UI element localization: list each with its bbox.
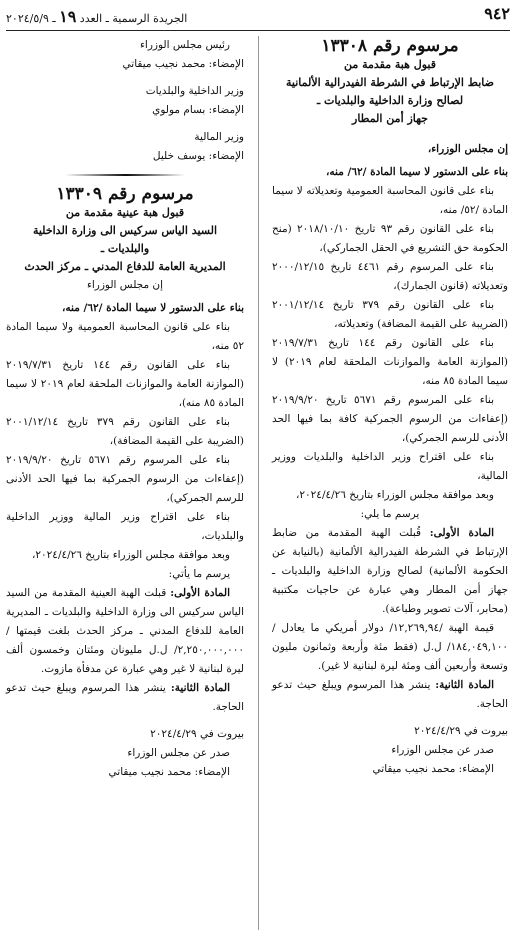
decree-subtitle-line: السيد الياس سركيس الى وزارة الداخلية <box>32 224 218 237</box>
article-label: المادة الأولى: <box>170 587 230 599</box>
article-text: ينشر هذا المرسوم ويبلغ حيث تدعو الحاجة. <box>272 679 508 710</box>
donation-value: قيمة الهبة /١٢,٢٦٩,٩٤/ دولار أمريكي ما يعادل /١٨٤,٠٤٩,١٠٠/ ل.ل (فقط مئة وأربعة وثمانون مليون وتسعة وأربعين ألف ومئة ليرة لبنانية لا غير). <box>272 622 508 672</box>
page-header <box>6 4 510 31</box>
signatory-signature: الإمضاء: يوسف خليل <box>152 150 244 162</box>
decrees-line: يرسم ما يلي: <box>360 508 420 520</box>
recital: بناء على القانون رقم ٩٣ تاريخ ٢٠١٨/١٠/١٠ (منح الحكومة حق التشريع في الحقل الجماركي)، <box>272 223 508 254</box>
signature: الإمضاء: محمد نجيب ميقاتي <box>108 766 230 778</box>
recital: بناء على المرسوم رقم ٥٦٧١ تاريخ ٢٠١٩/٩/٢٠ (إعفاءات من الرسوم الجمركية بما فيها الحد الأدنى للرسم الجمركي)، <box>6 454 244 504</box>
article-label: المادة الأولى: <box>429 527 495 539</box>
council-heading: إن مجلس الوزراء، <box>427 143 508 155</box>
decree-subtitle-line: والبلديات ـ <box>100 242 150 255</box>
signatory-role: وزير الداخلية والبلديات <box>145 85 244 97</box>
article-2 <box>6 679 244 717</box>
previous-decree-signatures <box>6 36 244 166</box>
signatory-signature: الإمضاء: بسام مولوي <box>152 104 244 116</box>
issue-number: ١٩ <box>59 7 77 26</box>
recital: بناء على المرسوم رقم ٤٤٦١ تاريخ ٢٠٠٠/١٢/١٥ وتعديلاته (قانون الجمارك)، <box>272 261 508 292</box>
article-text: ينشر هذا المرسوم ويبلغ حيث تدعو الحاجة. <box>6 682 244 713</box>
decree-subtitle-line: لصالح وزارة الداخلية والبلديات ـ <box>316 94 464 107</box>
decrees-line: يرسم ما يأتي: <box>168 568 230 580</box>
recital: بناء على القانون رقم ١٤٤ تاريخ ٢٠١٩/٧/٣١ (الموازنة العامة والموازنات الملحقة لعام ٢٠١٩ لا سيما المادة ٨٥ منه)، <box>6 359 245 409</box>
recital: بناء على قانون المحاسبة العمومية وتعديلاته لا سيما المادة /٥٢/ منه، <box>272 185 508 216</box>
decree-subtitle-line: ضابط الإرتباط في الشرطة الفيدرالية الألمانية <box>286 76 494 89</box>
place-date: بيروت في ٢٠٢٤/٤/٢٩ <box>414 725 508 737</box>
signatory-role: وزير المالية <box>194 131 244 143</box>
publication-line <box>6 7 187 26</box>
publication-name: الجريدة الرسمية ـ العدد <box>79 12 188 25</box>
article-2 <box>272 676 508 714</box>
issued-by: صدر عن مجلس الوزراء <box>391 744 494 756</box>
recital: بناء على القانون رقم ١٤٤ تاريخ ٢٠١٩/٧/٣١ (الموازنة العامة والموازنات الملحقة لعام ٢٠١٩) لا سيما المادة ٨٥ منه، <box>272 337 508 387</box>
constitution-basis: بناء على الدستور لا سيما المادة /٦٢/ منه، <box>62 302 244 314</box>
issue-date: ـ ٢٠٢٤/٥/٩ <box>6 12 56 25</box>
article-label: المادة الثانية: <box>435 679 494 691</box>
article-label: المادة الثانية: <box>170 682 230 694</box>
page-number: ٩٤٢ <box>484 4 510 23</box>
approval-line: وبعد موافقة مجلس الوزراء بتاريخ ٢٠٢٤/٤/٢٦، <box>32 549 230 561</box>
decree-subtitle-line: قبول هبة عينية مقدمة من <box>65 206 185 219</box>
recital: بناء على اقتراح وزير المالية ووزير الداخلية والبلديات، <box>6 511 244 542</box>
place-date: بيروت في ٢٠٢٤/٤/٢٩ <box>150 728 244 740</box>
left-column <box>6 36 244 930</box>
council-heading: إن مجلس الوزراء <box>86 279 164 291</box>
article-text: قُبلت الهبة المقدمة من ضابط الإرتباط في الشرطة الفيدرالية الألمانية (بالنيابة عن الحكومة الألمانية) لصالح وزارة الداخلية والبلديات ـ جهاز أمن المطار وهي عبارة عن حاجيات مكتبية (محابر، آلات تصوير وطباعة). <box>272 527 508 615</box>
column-divider <box>258 36 259 930</box>
recital: بناء على اقتراح وزير الداخلية والبلديات ووزير المالية، <box>272 451 508 482</box>
decree-subtitle-line: قبول هبة مقدمة من <box>343 58 437 71</box>
recital: بناء على قانون المحاسبة العمومية ولا سيما المادة ٥٢ منه، <box>6 321 244 352</box>
decree-13309 <box>6 184 244 782</box>
decree-title: مرسوم رقم ١٣٣٠٩ <box>56 184 194 204</box>
recital: بناء على القانون رقم ٣٧٩ تاريخ ٢٠٠١/١٢/١٤ (الضريبة على القيمة المضافة) وتعديلاته، <box>272 299 508 330</box>
decree-title: مرسوم رقم ١٣٣٠٨ <box>321 36 459 56</box>
issued-by: صدر عن مجلس الوزراء <box>127 747 230 759</box>
article-text: قبلت الهبة العينية المقدمة من السيد الياس سركيس الى وزارة الداخلية والبلديات ـ المديرية العامة للدفاع المدني ـ مركز الحدث بلغت قيمتها /٢,٢٥٠,٠٠٠,٠٠٠/ ل.ل مليونان ومئتان وخمسون ألف ليرة لبنانية لا غير وهي عبارة عن مدفأة مازوت. <box>6 587 244 675</box>
approval-line: وبعد موافقة مجلس الوزراء بتاريخ ٢٠٢٤/٤/٢٦، <box>296 489 494 501</box>
signatory-signature: الإمضاء: محمد نجيب ميقاتي <box>122 58 244 70</box>
recital: بناء على القانون رقم ٣٧٩ تاريخ ٢٠٠١/١٢/١٤ (الضريبة على القيمة المضافة)، <box>6 416 244 447</box>
recital: بناء على المرسوم رقم ٥٦٧١ تاريخ ٢٠١٩/٩/٢٠ (إعفاءات من الرسوم الجمركية كافة بما فيها الحد الأدنى للرسم الجمركي)، <box>272 394 508 444</box>
decree-13308 <box>272 36 508 930</box>
article-1 <box>6 584 244 679</box>
signature: الإمضاء: محمد نجيب ميقاتي <box>372 763 494 775</box>
article-1 <box>272 524 508 619</box>
decree-subtitle-line: جهاز أمن المطار <box>352 112 428 125</box>
decree-subtitle-line: المديرية العامة للدفاع المدني ـ مركز الحدث <box>24 260 226 273</box>
constitution-basis: بناء على الدستور لا سيما المادة /٦٢/ منه، <box>326 166 508 178</box>
section-ornament <box>65 172 185 178</box>
signatory-role: رئيس مجلس الوزراء <box>139 39 230 51</box>
